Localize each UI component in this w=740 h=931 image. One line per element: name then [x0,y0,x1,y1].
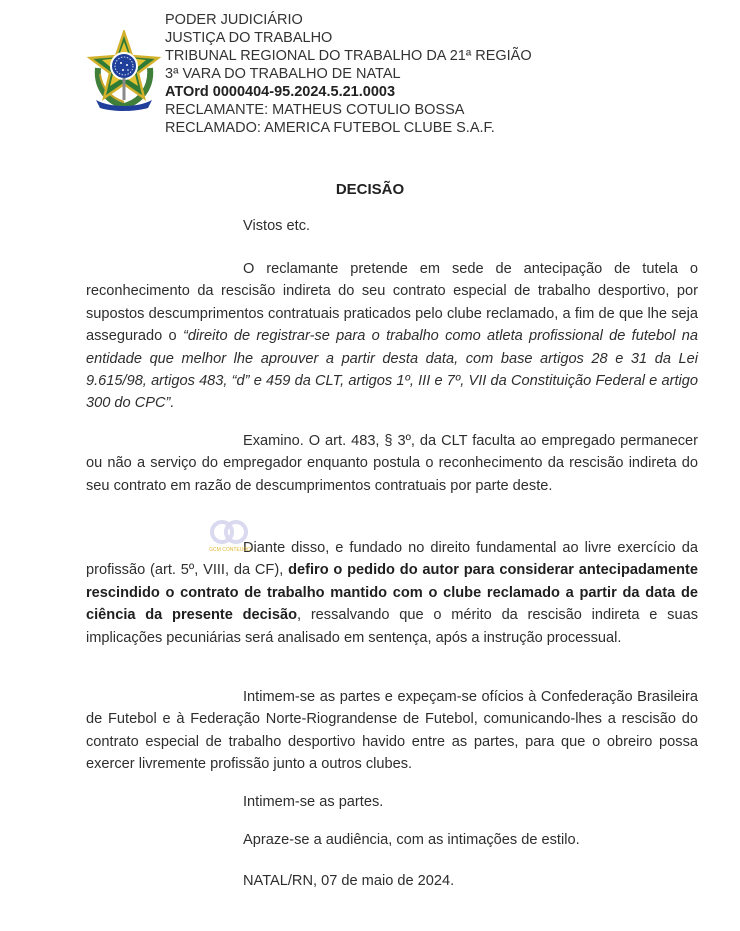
case-number: ATOrd 0000404-95.2024.5.21.0003 [165,84,396,100]
document-header [165,11,532,137]
intimem-line: Intimem-se as partes. [243,794,384,810]
paragraph-1-quote: “direito de registrar-se para o trabalho como atleta profissional de futebol na entidade que melhor lhe aprouver a partir desta data, com base artigos 28 e 31 da Lei 9.615/98, artigos 483, “d” e 459 da CLT, artigos 1º, III e 7º, VII da Constituição Federal e artigo 300 do CPC”. [86,328,698,412]
date-line: NATAL/RN, 07 de maio de 2024. [243,873,455,889]
paragraph-3-text-end: , ressalvando que o mérito da rescisão indireta e suas implicações pecuniárias será analisado em sentença, após a instrução processual. [86,607,698,646]
header-institution: PODER JUDICIÁRIO [165,12,303,28]
vistos-line: Vistos etc. [243,218,311,234]
paragraph-1 [86,258,698,415]
paragraph-3 [86,537,698,649]
watermark-text: GCM CONTEUDO [209,547,251,553]
paragraph-2-text: Examino. O art. 483, § 3º, da CLT faculta ao empregado permanecer ou não a serviço do empregador enquanto postula o reconhecimento da rescisão indireta do seu contrato em razão de descumprimentos contratuais por parte deste. [86,433,698,494]
reclamado-line: RECLAMADO: AMERICA FUTEBOL CLUBE S.A.F. [165,120,495,136]
paragraph-1-text: O reclamante pretende em sede de antecipação de tutela o reconhecimento da rescisão indireta do seu contrato especial de trabalho desportivo, por supostos descumprimentos contratuais praticados pelo clube reclamado, a fim de que lhe seja assegurado o [86,261,698,345]
watermark-logo [208,518,252,556]
header-branch: JUSTIÇA DO TRABALHO [165,30,333,46]
header-court: TRIBUNAL REGIONAL DO TRABALHO DA 21ª REGIÃO [165,48,532,64]
paragraph-3-decision: defiro o pedido do autor para considerar antecipadamente rescindido o contrato de trabalho mantido com o clube reclamado a partir da data de ciência da presente decisão [86,562,699,624]
reclamante-line: RECLAMANTE: MATHEUS COTULIO BOSSA [165,102,465,118]
apraze-line: Apraze-se a audiência, com as intimações de estilo. [243,832,580,848]
paragraph-2 [86,430,698,497]
header-vara: 3ª VARA DO TRABALHO DE NATAL [165,66,401,82]
paragraph-4-text: Intimem-se as partes e expeçam-se ofícios à Confederação Brasileira de Futebol e à Federação Norte-Riograndense de Futebol, comunicando-lhes a rescisão do contrato especial de trabalho desportivo havido entre as partes, para que o obreiro possa exercer livremente profissão junto a outros clubes. [86,689,698,773]
document-title: DECISÃO [335,181,405,198]
paragraph-3-text: Diante disso, e fundado no direito fundamental ao livre exercício da profissão (art. 5º, VIII, da CF), [86,540,698,579]
brazil-coat-of-arms-icon [86,30,162,112]
paragraph-4 [86,686,698,776]
